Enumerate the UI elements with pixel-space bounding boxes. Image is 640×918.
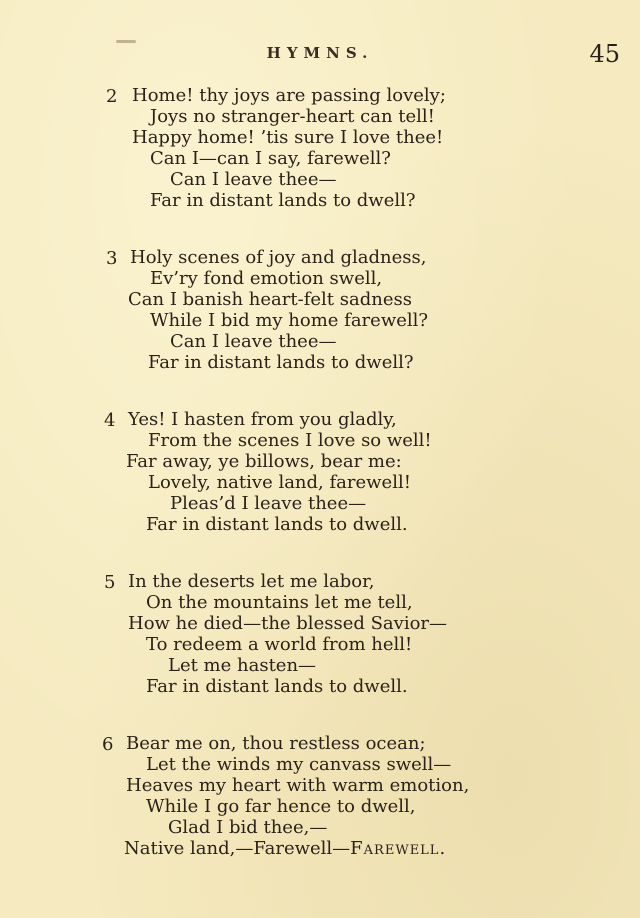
verse-line: Lovely, native land, farewell! — [148, 472, 411, 493]
verse-line: Can I—can I say, farewell? — [150, 148, 391, 169]
stanza-number: 4 — [104, 410, 116, 431]
verse-line: While I go far hence to dwell, — [146, 796, 416, 817]
verse-line: Yes! I hasten from you gladly, — [128, 409, 397, 430]
stanza-number: 3 — [106, 248, 118, 269]
stanza-number: 5 — [104, 572, 116, 593]
verse-line: While I bid my home farewell? — [150, 310, 429, 331]
running-title: HYMNS. — [266, 44, 374, 62]
final-farewell: Farewell. — [350, 838, 447, 859]
verse-line: Can I banish heart-felt sadness — [128, 289, 412, 310]
stanza-number: 2 — [106, 86, 118, 107]
verse-line: Heaves my heart with warm emotion, — [126, 775, 470, 796]
verse-line: Let the winds my canvass swell— — [146, 754, 452, 775]
verse-line: Far in distant lands to dwell. — [146, 514, 408, 535]
verse-line: Happy home! ’tis sure I love thee! — [132, 127, 444, 148]
verse-line-final — [124, 839, 446, 859]
verse-line: Far in distant lands to dwell. — [146, 676, 408, 697]
verse-line: Ev’ry fond emotion swell, — [150, 268, 383, 289]
verse-line: From the scenes I love so well! — [148, 430, 432, 451]
verse-line: On the mountains let me tell, — [146, 592, 413, 613]
verse-line: Far away, ye billows, bear me: — [126, 451, 402, 472]
verse-line: Glad I bid thee,— — [168, 817, 328, 838]
verse-line: Can I leave thee— — [170, 169, 337, 190]
page-number: 45 — [589, 40, 620, 68]
verse-line: Pleas’d I leave thee— — [170, 493, 367, 514]
verse-line: Bear me on, thou restless ocean; — [126, 733, 426, 754]
verse-line: Can I leave thee— — [170, 331, 337, 352]
verse-line: Joys no stranger-heart can tell! — [150, 106, 435, 127]
verse-line: To redeem a world from hell! — [146, 634, 413, 655]
verse-line: In the deserts let me labor, — [128, 571, 375, 592]
verse-line: Far in distant lands to dwell? — [148, 352, 414, 373]
verse-line: Native land,—Farewell— — [124, 838, 351, 859]
verse-line: Far in distant lands to dwell? — [150, 190, 416, 211]
verse-line: Let me hasten— — [168, 655, 317, 676]
verse-line: How he died—the blessed Savior— — [128, 613, 448, 634]
stanza-number: 6 — [102, 734, 114, 755]
verse-line: Home! thy joys are passing lovely; — [132, 85, 446, 106]
ornament-mark — [116, 40, 136, 43]
verse-line: Holy scenes of joy and gladness, — [130, 247, 427, 268]
